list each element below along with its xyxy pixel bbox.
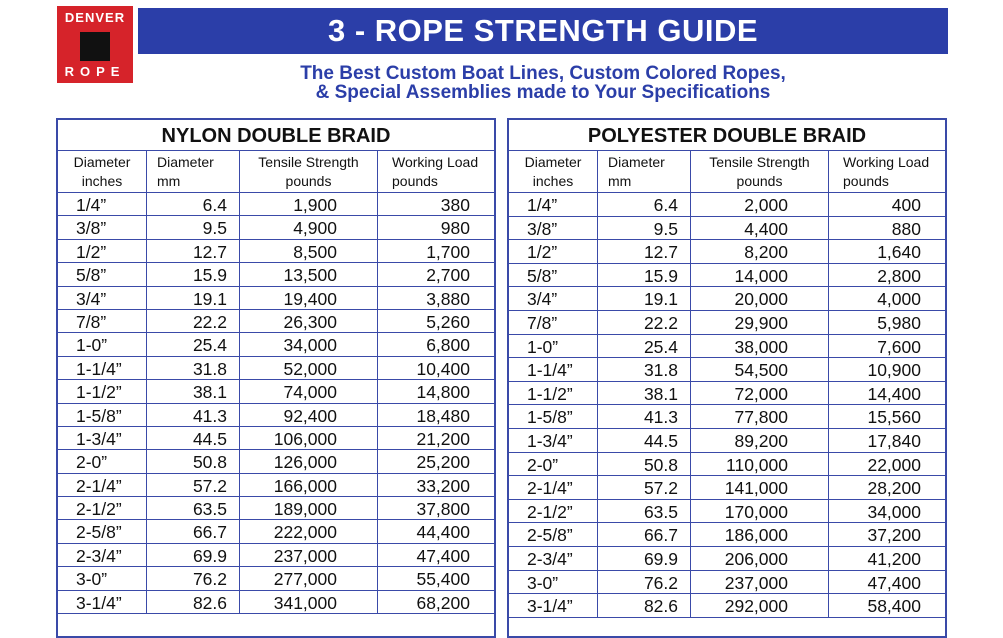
cell-tensile-strength: 170,000 [691, 500, 829, 523]
cell-diameter-mm: 31.8 [598, 358, 691, 381]
cell-tensile-strength: 237,000 [691, 571, 829, 594]
table-row [509, 358, 945, 382]
cell-diameter-mm: 41.3 [598, 405, 691, 428]
header-line: Diameter [157, 154, 214, 170]
table-row [509, 287, 945, 311]
table-row [509, 382, 945, 406]
cell-working-load: 37,800 [416, 499, 470, 520]
header-line: pounds [843, 173, 889, 189]
cell-diameter-mm: 57.2 [598, 476, 691, 499]
table-row [58, 216, 494, 239]
cell-diameter-mm: 19.1 [598, 287, 691, 310]
cell-diameter-mm: 50.8 [598, 453, 691, 476]
cell-diameter-inches: 2-1/4” [58, 474, 147, 496]
header-line: pounds [285, 173, 332, 189]
cell-diameter-inches: 3-0” [58, 567, 147, 589]
cell-working-load: 4,000 [877, 289, 921, 310]
cell-working-load: 1,640 [877, 242, 921, 263]
cell-diameter-mm: 57.2 [147, 474, 240, 496]
header-line: mm [608, 173, 632, 189]
cell-tensile-strength: 89,200 [691, 429, 829, 452]
table-row [509, 500, 945, 524]
cell-tensile-strength: 8,500 [240, 240, 378, 262]
cell-tensile-strength: 189,000 [240, 497, 378, 519]
cell-working-load: 2,800 [877, 265, 921, 286]
cell-tensile-strength: 186,000 [691, 523, 829, 546]
cell-diameter-mm: 66.7 [147, 520, 240, 542]
cell-tensile-strength: 38,000 [691, 335, 829, 358]
table-row [58, 263, 494, 286]
table-row [509, 264, 945, 288]
cell-working-load: 55,400 [416, 569, 470, 590]
cell-diameter-mm: 25.4 [598, 335, 691, 358]
cell-working-load: 15,560 [867, 407, 921, 428]
cell-tensile-strength: 106,000 [240, 427, 378, 449]
page-title: 3 - ROPE STRENGTH GUIDE [138, 8, 948, 54]
cell-working-load: 10,900 [867, 360, 921, 381]
cell-diameter-mm: 69.9 [598, 547, 691, 570]
cell-tensile-strength: 126,000 [240, 450, 378, 472]
cell-diameter-mm: 69.9 [147, 544, 240, 566]
table-row [509, 217, 945, 241]
cell-working-load: 980 [440, 218, 470, 239]
subtitle-line-2: & Special Assemblies made to Your Specifications [315, 82, 771, 103]
cell-working-load: 34,000 [867, 501, 921, 522]
cell-diameter-mm: 19.1 [147, 287, 240, 309]
cell-diameter-inches: 1/2” [58, 240, 147, 262]
header-working-load [829, 151, 947, 192]
cell-diameter-mm: 76.2 [598, 571, 691, 594]
cell-diameter-mm: 12.7 [598, 240, 691, 263]
cell-diameter-mm: 41.3 [147, 404, 240, 426]
cell-diameter-mm: 82.6 [147, 591, 240, 613]
logo-square-icon [80, 32, 110, 61]
cell-diameter-inches: 2-1/4” [509, 476, 598, 499]
header-diameter-mm [147, 151, 240, 192]
header-line: mm [157, 173, 181, 189]
cell-diameter-inches: 2-1/2” [509, 500, 598, 523]
cell-diameter-mm: 25.4 [147, 333, 240, 355]
header-line: inches [532, 173, 574, 189]
table-row [58, 404, 494, 427]
cell-diameter-inches: 1-3/4” [509, 429, 598, 452]
cell-tensile-strength: 166,000 [240, 474, 378, 496]
cell-tensile-strength: 206,000 [691, 547, 829, 570]
cell-working-load: 21,200 [416, 428, 470, 449]
cell-diameter-inches: 5/8” [509, 264, 598, 287]
cell-diameter-inches: 2-5/8” [58, 520, 147, 542]
cell-tensile-strength: 4,400 [691, 217, 829, 240]
cell-working-load: 17,840 [867, 430, 921, 451]
cell-diameter-inches: 7/8” [58, 310, 147, 332]
cell-diameter-inches: 1-5/8” [509, 405, 598, 428]
cell-tensile-strength: 141,000 [691, 476, 829, 499]
cell-working-load: 44,400 [416, 522, 470, 543]
cell-diameter-mm: 9.5 [147, 216, 240, 238]
header-diameter-inches [58, 151, 147, 192]
cell-diameter-inches: 1-1/2” [58, 380, 147, 402]
header-diameter-inches [509, 151, 598, 192]
cell-working-load: 1,700 [426, 241, 470, 262]
cell-working-load: 7,600 [877, 336, 921, 357]
table-row [58, 497, 494, 520]
cell-diameter-inches: 3/4” [58, 287, 147, 309]
table-row [509, 429, 945, 453]
table-row [58, 357, 494, 380]
cell-diameter-mm: 82.6 [598, 594, 691, 617]
table-row [509, 335, 945, 359]
table-row [509, 405, 945, 429]
cell-diameter-inches: 1/2” [509, 240, 598, 263]
cell-working-load: 68,200 [416, 592, 470, 613]
cell-working-load: 33,200 [416, 475, 470, 496]
cell-tensile-strength: 2,000 [691, 193, 829, 216]
cell-diameter-inches: 2-5/8” [509, 523, 598, 546]
table-title: NYLON DOUBLE BRAID [58, 120, 494, 151]
cell-diameter-inches: 5/8” [58, 263, 147, 285]
table-row [509, 311, 945, 335]
cell-tensile-strength: 110,000 [691, 453, 829, 476]
cell-tensile-strength: 52,000 [240, 357, 378, 379]
cell-diameter-mm: 44.5 [598, 429, 691, 452]
cell-diameter-inches: 1-5/8” [58, 404, 147, 426]
cell-tensile-strength: 54,500 [691, 358, 829, 381]
cell-diameter-mm: 15.9 [598, 264, 691, 287]
table-row [509, 476, 945, 500]
cell-diameter-inches: 7/8” [509, 311, 598, 334]
cell-tensile-strength: 222,000 [240, 520, 378, 542]
cell-working-load: 880 [891, 218, 921, 239]
header-line: Diameter [73, 154, 131, 170]
table-row [58, 287, 494, 310]
cell-working-load: 5,980 [877, 312, 921, 333]
header-tensile-strength [240, 151, 378, 192]
cell-tensile-strength: 292,000 [691, 594, 829, 617]
cell-diameter-mm: 6.4 [598, 193, 691, 216]
cell-tensile-strength: 74,000 [240, 380, 378, 402]
logo-text-bottom: ROPE [64, 64, 126, 79]
cell-diameter-inches: 1/4” [58, 193, 147, 215]
page-subtitle [138, 64, 948, 102]
cell-working-load: 2,700 [426, 265, 470, 286]
cell-tensile-strength: 341,000 [240, 591, 378, 613]
cell-diameter-inches: 1-0” [509, 335, 598, 358]
table-row [58, 193, 494, 216]
cell-diameter-mm: 76.2 [147, 567, 240, 589]
table-row [509, 240, 945, 264]
cell-diameter-inches: 1-0” [58, 333, 147, 355]
cell-working-load: 22,000 [867, 454, 921, 475]
cell-diameter-inches: 2-1/2” [58, 497, 147, 519]
table-row [58, 427, 494, 450]
cell-diameter-mm: 63.5 [598, 500, 691, 523]
cell-working-load: 14,800 [416, 382, 470, 403]
cell-diameter-inches: 1-3/4” [58, 427, 147, 449]
header-tensile-strength [691, 151, 829, 192]
cell-diameter-inches: 3/8” [509, 217, 598, 240]
cell-diameter-inches: 1-1/2” [509, 382, 598, 405]
cell-diameter-inches: 2-3/4” [509, 547, 598, 570]
table-row [58, 333, 494, 356]
table-row [58, 380, 494, 403]
cell-diameter-mm: 15.9 [147, 263, 240, 285]
cell-working-load: 37,200 [867, 525, 921, 546]
cell-diameter-inches: 3/8” [58, 216, 147, 238]
table-row [509, 594, 945, 618]
cell-working-load: 47,400 [867, 572, 921, 593]
cell-tensile-strength: 92,400 [240, 404, 378, 426]
cell-diameter-mm: 6.4 [147, 193, 240, 215]
cell-diameter-mm: 44.5 [147, 427, 240, 449]
cell-tensile-strength: 19,400 [240, 287, 378, 309]
cell-tensile-strength: 8,200 [691, 240, 829, 263]
cell-tensile-strength: 237,000 [240, 544, 378, 566]
cell-tensile-strength: 13,500 [240, 263, 378, 285]
table-row [509, 523, 945, 547]
cell-diameter-mm: 9.5 [598, 217, 691, 240]
cell-tensile-strength: 277,000 [240, 567, 378, 589]
cell-diameter-inches: 1/4” [509, 193, 598, 216]
cell-diameter-mm: 22.2 [147, 310, 240, 332]
cell-working-load: 6,800 [426, 335, 470, 356]
cell-working-load: 18,480 [416, 405, 470, 426]
cell-working-load: 400 [891, 195, 921, 215]
header-diameter-mm [598, 151, 691, 192]
cell-working-load: 380 [440, 195, 470, 215]
table-row [58, 520, 494, 543]
table-row [58, 474, 494, 497]
subtitle-line-1: The Best Custom Boat Lines, Custom Colored Ropes, [300, 63, 786, 84]
table-row [58, 591, 494, 614]
cell-diameter-mm: 38.1 [598, 382, 691, 405]
cell-diameter-inches: 2-0” [509, 453, 598, 476]
cell-tensile-strength: 72,000 [691, 382, 829, 405]
table-header-row [58, 151, 494, 193]
cell-working-load: 25,200 [416, 452, 470, 473]
table-row [58, 240, 494, 263]
cell-tensile-strength: 26,300 [240, 310, 378, 332]
cell-diameter-inches: 3-1/4” [58, 591, 147, 613]
cell-diameter-mm: 22.2 [598, 311, 691, 334]
table-row [58, 544, 494, 567]
cell-tensile-strength: 14,000 [691, 264, 829, 287]
header-line: Diameter [608, 154, 665, 170]
table-row [58, 450, 494, 473]
cell-working-load: 10,400 [416, 358, 470, 379]
logo-text-top: DENVER [64, 10, 126, 25]
table-row [58, 310, 494, 333]
header-line: Tensile Strength [709, 154, 810, 170]
header-line: inches [81, 173, 123, 189]
header-line: Working Load [392, 154, 479, 170]
cell-diameter-mm: 66.7 [598, 523, 691, 546]
table-row [509, 571, 945, 595]
cell-working-load: 58,400 [867, 596, 921, 617]
table-title: POLYESTER DOUBLE BRAID [509, 120, 945, 151]
cell-tensile-strength: 1,900 [240, 193, 378, 215]
cell-diameter-mm: 38.1 [147, 380, 240, 402]
cell-working-load: 3,880 [426, 288, 470, 309]
cell-tensile-strength: 20,000 [691, 287, 829, 310]
cell-diameter-inches: 3-0” [509, 571, 598, 594]
table-row [509, 547, 945, 571]
cell-working-load: 14,400 [867, 383, 921, 404]
cell-diameter-mm: 50.8 [147, 450, 240, 472]
table-header-row [509, 151, 945, 193]
polyester-double-braid-table [507, 118, 947, 638]
cell-tensile-strength: 4,900 [240, 216, 378, 238]
cell-diameter-inches: 3-1/4” [509, 594, 598, 617]
header-line: pounds [736, 173, 783, 189]
header-line: Tensile Strength [258, 154, 359, 170]
cell-diameter-inches: 2-3/4” [58, 544, 147, 566]
nylon-double-braid-table [56, 118, 496, 638]
table-row [509, 453, 945, 477]
cell-diameter-mm: 12.7 [147, 240, 240, 262]
cell-working-load: 5,260 [426, 311, 470, 332]
cell-working-load: 47,400 [416, 545, 470, 566]
cell-working-load: 28,200 [867, 478, 921, 499]
cell-diameter-inches: 2-0” [58, 450, 147, 472]
header-line: pounds [392, 173, 438, 189]
cell-tensile-strength: 29,900 [691, 311, 829, 334]
header-working-load [378, 151, 496, 192]
cell-diameter-mm: 63.5 [147, 497, 240, 519]
cell-diameter-inches: 1-1/4” [509, 358, 598, 381]
table-row [58, 567, 494, 590]
cell-tensile-strength: 34,000 [240, 333, 378, 355]
denver-rope-logo [57, 6, 133, 83]
header-line: Diameter [524, 154, 582, 170]
cell-diameter-inches: 1-1/4” [58, 357, 147, 379]
cell-diameter-mm: 31.8 [147, 357, 240, 379]
cell-diameter-inches: 3/4” [509, 287, 598, 310]
cell-working-load: 41,200 [867, 548, 921, 569]
header-line: Working Load [843, 154, 930, 170]
table-row [509, 193, 945, 217]
cell-tensile-strength: 77,800 [691, 405, 829, 428]
